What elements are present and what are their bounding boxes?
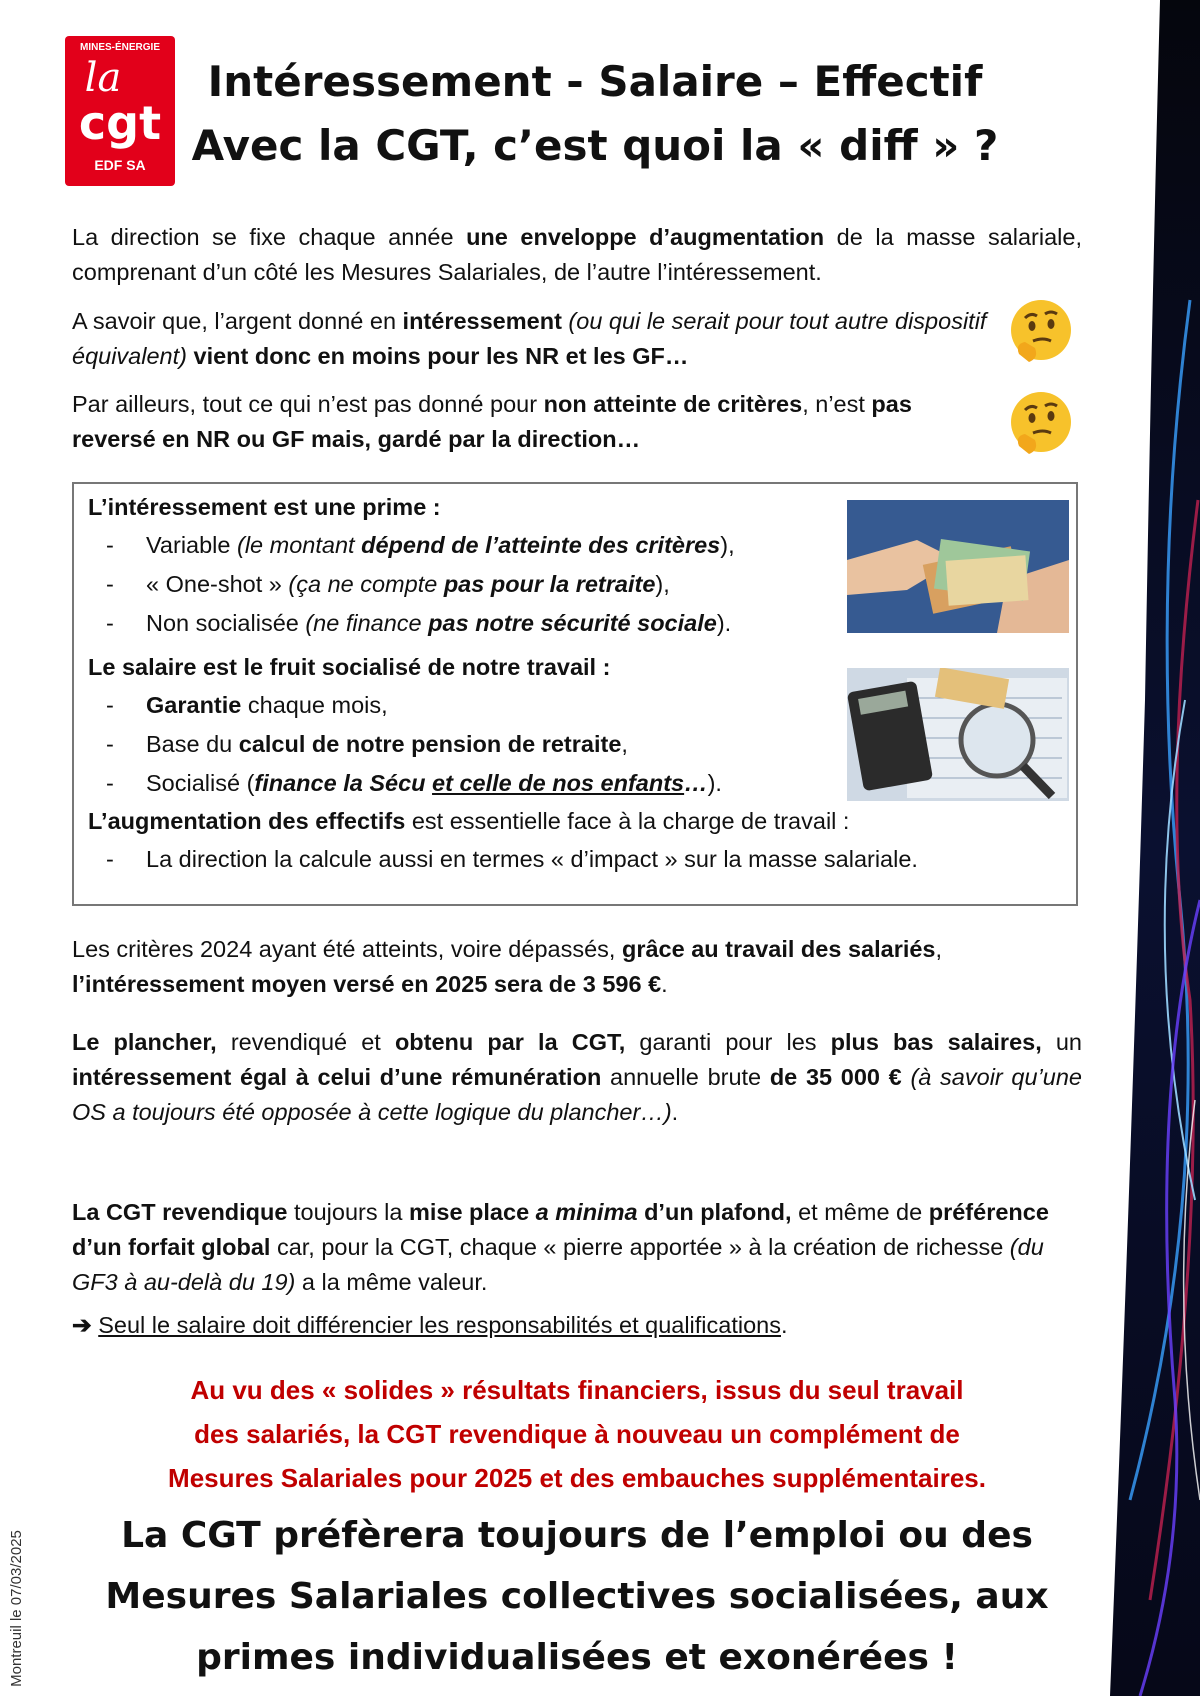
list-item: - Variable (le montant dépend de l’atteinte des critères), <box>88 526 735 565</box>
svg-text:la: la <box>84 55 122 101</box>
red-callout: Au vu des « solides » résultats financiers, issus du seul travail des salariés, la CGT revendique à nouveau un complément de Mesures Salariales pour 2025 et des embauches supplémentaires. <box>168 1375 986 1493</box>
salaire-heading: Le salaire est le fruit socialisé de notre travail : <box>88 654 611 680</box>
decorative-light-streaks <box>1090 0 1200 1696</box>
interessement-heading: L’intéressement est une prime : <box>88 494 441 520</box>
list-item: - La direction la calcule aussi en termes « d’impact » sur la masse salariale. <box>88 840 918 879</box>
svg-text:MINES-ÉNERGIE: MINES-ÉNERGIE <box>79 42 161 53</box>
arrow-conclusion: ➔ Seul le salaire doit différencier les responsabilités et qualifications. <box>72 1312 788 1338</box>
cgt-logo <box>65 36 175 186</box>
title-line-1: Intéressement - Salaire – Effectif <box>207 57 983 106</box>
list-item: - Base du calcul de notre pension de retraite, <box>88 725 722 764</box>
svg-text:cgt: cgt <box>78 96 162 150</box>
intro-paragraph-3: Par ailleurs, tout ce qui n’est pas donné pour non atteinte de critères, n’est pas reversé en NR ou GF mais, gardé par la direction… <box>72 391 912 452</box>
date-location: Montreuil le 07/03/2025 <box>7 1530 25 1687</box>
comparison-box <box>72 482 1078 906</box>
salaire-list <box>88 686 722 803</box>
title-line-2: Avec la CGT, c’est quoi la « diff » ? <box>191 121 999 170</box>
page-title <box>190 50 1000 178</box>
list-item: - Socialisé (finance la Sécu et celle de nos enfants…). <box>88 764 722 803</box>
interessement-list <box>88 526 735 643</box>
effectifs-list <box>88 840 918 879</box>
list-item: - « One-shot » (ça ne compte pas pour la retraite), <box>88 565 735 604</box>
calculator-payslip-photo <box>847 668 1069 801</box>
list-item: - Non socialisée (ne finance pas notre sécurité sociale). <box>88 604 735 643</box>
thinking-face-icon <box>1005 296 1077 368</box>
paragraph-plafond: La CGT revendique toujours la mise place a minima d’un plafond, et même de préférence d’un forfait global car, pour la CGT, chaque « pierre apportée » à la création de richesse (du GF3 à au-delà du 19) a la même valeur. <box>72 1199 1049 1295</box>
paragraph-plancher: Le plancher, revendiqué et obtenu par la CGT, garanti pour les plus bas salaires, un intéressement égal à celui d’une rémunération annuelle brute de 35 000 € (à savoir qu’une OS a toujours été opposée à cette logique du plancher…). <box>72 1029 1083 1125</box>
intro-paragraph-2: A savoir que, l’argent donné en intéressement (ou qui le serait pour tout autre dispositif équivalent) vient donc en moins pour les NR et les GF… <box>72 308 987 369</box>
banknotes-hands-photo <box>847 500 1069 633</box>
intro-paragraph-1: La direction se fixe chaque année une enveloppe d’augmentation de la masse salariale, comprenant d’un côté les Mesures Salariales, de l’autre l’intéressement. <box>72 224 1082 285</box>
closing-statement: La CGT préfèrera toujours de l’emploi ou des Mesures Salariales collectives socialisées, aux primes individualisées et exonérées ! <box>105 1515 1049 1678</box>
svg-text:EDF SA: EDF SA <box>94 157 146 173</box>
paragraph-criteres: Les critères 2024 ayant été atteints, voire dépassés, grâce au travail des salariés, l’intéressement moyen versé en 2025 sera de 3 596 €. <box>72 936 943 997</box>
arrow-icon: ➔ <box>72 1312 92 1338</box>
list-item: - Garantie chaque mois, <box>88 686 722 725</box>
thinking-face-icon <box>1005 388 1077 460</box>
effectifs-heading: L’augmentation des effectifs est essentielle face à la charge de travail : <box>88 808 850 834</box>
